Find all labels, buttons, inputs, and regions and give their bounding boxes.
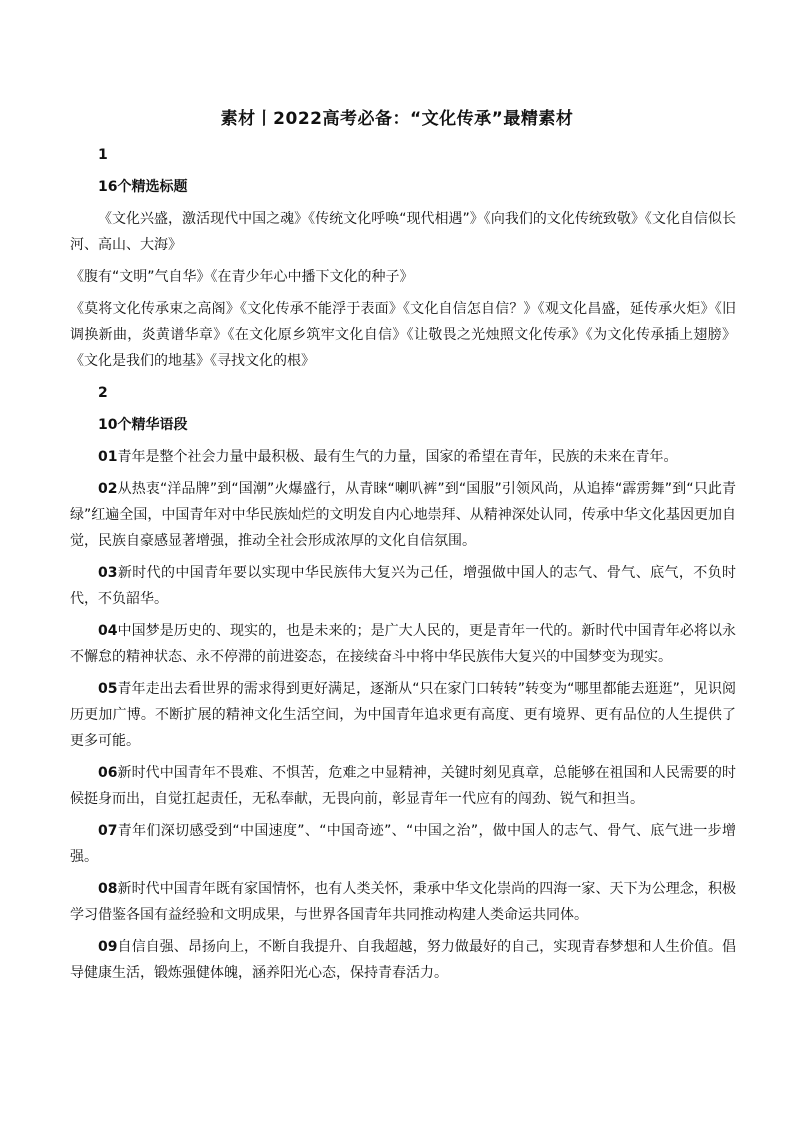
excerpt-paragraph	[70, 934, 736, 986]
excerpt-paragraph	[70, 560, 736, 612]
excerpt-number: 02	[98, 481, 118, 497]
excerpt-number: 03	[98, 565, 118, 581]
excerpt-text: 自信自强、昂扬向上，不断自我提升、自我超越，努力做最好的自己，实现青春梦想和人生价值。倡导健康生活，锻炼强健体魄，涵养阳光心态，保持青春活力。	[70, 939, 736, 981]
excerpt-number: 07	[98, 823, 118, 839]
excerpt-number: 06	[98, 765, 118, 781]
section-2-number: 2	[98, 385, 108, 401]
excerpt-paragraph	[70, 818, 736, 870]
excerpt-text: 青年们深切感受到“中国速度”、“中国奇迹”、“中国之治”，做中国人的志气、骨气、底气进一步增强。	[70, 823, 736, 865]
excerpt-number: 01	[98, 449, 118, 465]
excerpt-number: 05	[98, 681, 118, 697]
excerpt-paragraph	[70, 618, 736, 670]
title-list-paragraph: 《莫将文化传承束之高阁》《文化传承不能浮于表面》《文化自信怎自信？》《观文化昌盛，延传承火炬》《旧调换新曲，炎黄谱华章》《在文化原乡筑牢文化自信》《让敬畏之光烛照文化传承》《为文化传承插上翅膀》《文化是我们的地基》《寻找文化的根》	[70, 301, 736, 369]
excerpt-number: 04	[98, 623, 118, 639]
section-1-heading: 16个精选标题	[98, 179, 188, 195]
excerpt-number: 09	[98, 939, 118, 955]
document-body	[70, 142, 736, 992]
excerpt-text: 青年是整个社会力量中最积极、最有生气的力量，国家的希望在青年，民族的未来在青年。	[117, 449, 678, 465]
excerpt-text: 新时代的中国青年要以实现中华民族伟大复兴为己任，增强做中国人的志气、骨气、底气，不负时代，不负韶华。	[70, 565, 736, 607]
section-2-heading: 10个精华语段	[98, 417, 188, 433]
excerpt-text: 中国梦是历史的、现实的，也是未来的；是广大人民的，更是青年一代的。新时代中国青年必将以永不懈怠的精神状态、永不停滞的前进姿态，在接续奋斗中将中华民族伟大复兴的中国梦变为现实。	[70, 623, 736, 665]
excerpt-paragraph	[70, 476, 736, 554]
excerpt-text: 从热衷“洋品牌”到“国潮”火爆盛行，从青睐“喇叭裤”到“国服”引领风尚，从追捧“霹雳舞”到“只此青绿”红遍全国，中国青年对中华民族灿烂的文明发自内心地崇拜、从精神深处认同，传承中华文化基因更加自觉，民族自豪感显著增强，推动全社会形成浓厚的文化自信氛围。	[70, 481, 736, 549]
excerpt-paragraph	[70, 760, 736, 812]
excerpt-paragraph	[70, 676, 736, 754]
document-title: 素材丨2022高考必备：“文化传承”最精素材	[220, 109, 574, 129]
excerpt-paragraph	[70, 876, 736, 928]
title-list-paragraph: 《文化兴盛，激活现代中国之魂》《传统文化呼唤“现代相遇”》《向我们的文化传统致敬》《文化自信似长河、高山、大海》	[70, 211, 736, 253]
section-1-number: 1	[98, 147, 108, 163]
excerpt-text: 青年走出去看世界的需求得到更好满足，逐渐从“只在家门口转转”转变为“哪里都能去逛逛”，见识阅历更加广博。不断扩展的精神文化生活空间，为中国青年追求更有高度、更有境界、更有品位的人生提供了更多可能。	[70, 681, 736, 749]
excerpt-text: 新时代中国青年不畏难、不惧苦，危难之中显精神，关键时刻见真章，总能够在祖国和人民需要的时候挺身而出，自觉扛起责任，无私奉献，无畏向前，彰显青年一代应有的闯劲、锐气和担当。	[70, 765, 736, 807]
excerpt-number: 08	[98, 881, 118, 897]
excerpt-text: 新时代中国青年既有家国情怀，也有人类关怀，秉承中华文化崇尚的四海一家、天下为公理念，积极学习借鉴各国有益经验和文明成果，与世界各国青年共同推动构建人类命运共同体。	[70, 881, 736, 923]
title-list-paragraph: 《腹有“文明”气自华》《在青少年心中播下文化的种子》	[70, 269, 414, 285]
excerpt-paragraph	[70, 444, 736, 470]
